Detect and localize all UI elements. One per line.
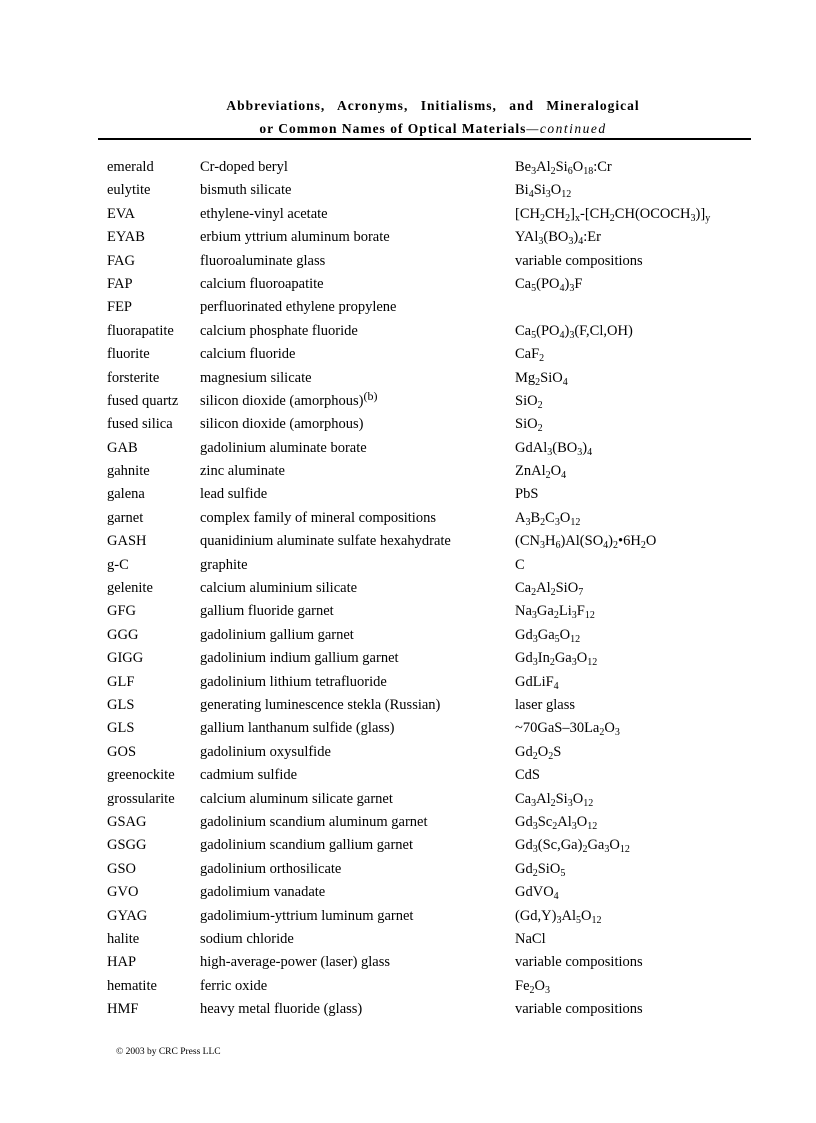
formula-cell: $GdAl_3(BO_3)_4$ (515, 439, 593, 458)
table-row (0, 883, 816, 906)
material-name-text: gadolinium scandium gallium garnet (200, 837, 414, 854)
table-row (0, 649, 816, 672)
table-row (0, 252, 816, 275)
material-name-text: gadolinium scandium aluminum garnet (200, 813, 428, 830)
table-row (0, 579, 816, 602)
abbreviation-cell: GSGG (107, 837, 147, 854)
formula-cell: $Mg_2SiO_4$ (515, 369, 568, 388)
material-name-cell (200, 322, 358, 340)
abbreviation-cell: GLS (107, 720, 135, 737)
material-name-cell (200, 907, 413, 925)
formula-cell: variable compositions (515, 252, 643, 269)
abbreviation-cell: HMF (107, 1001, 139, 1018)
copyright-footer: © 2003 by CRC Press LLC (116, 1047, 221, 1057)
material-name-cell (200, 766, 297, 784)
abbreviation-cell: fused quartz (107, 392, 179, 409)
formula-cell: CaF$_2$ (515, 346, 545, 365)
formula-cell: $Gd_3Ga_5O_{12}$ (515, 626, 581, 645)
material-name-cell (200, 860, 341, 878)
material-name-text: gadolinium lithium tetrafluoride (200, 673, 387, 690)
abbreviation-cell: FAG (107, 252, 135, 269)
abbreviation-cell: GIGG (107, 650, 144, 667)
formula-cell: $Ca_5(PO_4)_3(F,Cl,OH)$ (515, 322, 633, 341)
material-name-cell (200, 1000, 362, 1018)
table-row (0, 602, 816, 625)
abbreviation-cell: gelenite (107, 580, 153, 597)
header-rule (98, 138, 751, 140)
table-row (0, 462, 816, 485)
table-row (0, 322, 816, 345)
material-name-text: heavy metal fluoride (glass) (200, 1001, 363, 1018)
formula-cell: $Be_3Al_2Si_6O_{18}:Cr$ (515, 159, 612, 177)
material-name-cell (200, 977, 267, 995)
table-row (0, 696, 816, 719)
table-row (0, 345, 816, 368)
continued-label: —continued (526, 121, 607, 136)
formula-cell: GdLiF$_4$ (515, 673, 559, 692)
abbreviation-cell: galena (107, 486, 145, 503)
material-name-cell (200, 696, 440, 714)
material-name-text: gallium lanthanum sulfide (glass) (200, 720, 395, 737)
formula-cell: $Gd_3Sc_2Al_3O_{12}$ (515, 813, 598, 832)
material-name-text: lead sulfide (200, 486, 268, 503)
formula-cell: $ZnAl_2O_4$ (515, 463, 567, 482)
table-row (0, 953, 816, 976)
table-row (0, 673, 816, 696)
materials-table (0, 158, 816, 1023)
table-row (0, 415, 816, 438)
abbreviation-cell: EVA (107, 205, 135, 222)
table-row (0, 158, 816, 181)
formula-cell: $Fe_2O_3$ (515, 977, 550, 996)
table-row (0, 509, 816, 532)
abbreviation-cell: GLS (107, 696, 135, 713)
material-name-text: perfluorinated ethylene propylene (200, 299, 397, 316)
abbreviation-cell: GFG (107, 603, 137, 620)
table-row (0, 556, 816, 579)
formula-cell: SiO$_2$ (515, 416, 543, 435)
table-row (0, 930, 816, 953)
material-name-text: calcium phosphate fluoride (200, 322, 358, 339)
formula-cell: variable compositions (515, 1001, 643, 1018)
material-name-text: gadolimium vanadate (200, 884, 326, 901)
table-row (0, 977, 816, 1000)
table-row (0, 719, 816, 742)
abbreviation-cell: forsterite (107, 369, 160, 386)
table-row (0, 485, 816, 508)
formula-cell: SiO$_2$ (515, 392, 543, 411)
formula-cell: CdS (515, 767, 540, 784)
material-name-cell (200, 673, 387, 691)
material-name-text: calcium aluminum silicate garnet (200, 790, 393, 807)
material-name-cell (200, 205, 328, 223)
material-name-text: bismuth silicate (200, 182, 292, 199)
table-row (0, 369, 816, 392)
abbreviation-cell: fluorapatite (107, 322, 174, 339)
material-name-cell (200, 719, 395, 737)
table-row (0, 860, 816, 883)
formula-cell: $(CN_3H_6)Al(SO_4)_2•6H_2O$ (515, 533, 657, 552)
material-name-cell (200, 790, 393, 808)
abbreviation-cell: GGG (107, 626, 139, 643)
material-name-text: magnesium silicate (200, 369, 312, 386)
material-name-cell (200, 439, 367, 457)
material-name-text: graphite (200, 556, 248, 573)
title-line2-main: or Common Names of Optical Materials (259, 121, 527, 136)
abbreviation-cell: g-C (107, 556, 129, 573)
material-name-text: erbium yttrium aluminum borate (200, 229, 390, 246)
abbreviation-cell: fused silica (107, 416, 173, 433)
formula-cell: PbS (515, 486, 539, 503)
table-row (0, 1000, 816, 1023)
formula-cell: $Gd_3(Sc,Ga)_2Ga_3O_{12}$ (515, 837, 630, 856)
table-row (0, 813, 816, 836)
material-name-cell (200, 556, 248, 574)
abbreviation-cell: fluorite (107, 346, 150, 363)
abbreviation-cell: eulytite (107, 182, 151, 199)
material-name-text: generating luminescence stekla (Russian) (200, 696, 441, 713)
material-name-cell (200, 485, 267, 503)
abbreviation-cell: garnet (107, 509, 144, 526)
material-name-text: gadolinium orthosilicate (200, 860, 342, 877)
abbreviation-cell: FAP (107, 275, 133, 292)
formula-cell: $Ca_5(PO_4)_3F$ (515, 275, 583, 294)
formula-cell: $Ca_3Al_2Si_3O_{12}$ (515, 790, 594, 809)
abbreviation-cell: emerald (107, 159, 154, 175)
material-name-cell (200, 158, 288, 176)
table-row (0, 790, 816, 813)
table-row (0, 766, 816, 789)
abbreviation-cell: GSO (107, 860, 137, 877)
material-name-cell (200, 345, 295, 363)
abbreviation-cell: grossularite (107, 790, 175, 807)
formula-cell: $[CH_2CH_2]_x-[CH_2CH(OCOCH_3)]_y$ (515, 205, 711, 224)
material-name-cell (200, 649, 399, 667)
abbreviation-cell: greenockite (107, 767, 175, 784)
material-name-cell (200, 388, 378, 410)
table-row (0, 228, 816, 251)
material-name-text: complex family of mineral compositions (200, 509, 436, 526)
material-name-text: gadolinium gallium garnet (200, 626, 354, 643)
material-name-text: quanidinium aluminate sulfate hexahydrate (200, 533, 451, 550)
material-name-cell (200, 532, 451, 550)
formula-cell: $Gd_3In_2Ga_3O_{12}$ (515, 650, 598, 669)
table-row (0, 439, 816, 462)
table-row (0, 532, 816, 555)
material-name-text: calcium fluoroapatite (200, 275, 324, 292)
abbreviation-cell: halite (107, 930, 140, 947)
table-row (0, 626, 816, 649)
material-name-cell (200, 415, 364, 433)
formula-cell: $Bi_4Si_3O_{12}$ (515, 182, 572, 201)
material-name-text: gadolinium indium gallium garnet (200, 650, 399, 667)
formula-cell: $Ca_2Al_2SiO_7$ (515, 580, 584, 599)
abbreviation-cell: hematite (107, 977, 157, 994)
formula-cell: GdVO$_4$ (515, 884, 559, 903)
material-name-cell (200, 252, 325, 270)
material-name-text: high-average-power (laser) glass (200, 954, 391, 971)
formula-cell: $Gd_2SiO_5$ (515, 860, 566, 879)
material-name-text: gallium fluoride garnet (200, 603, 334, 620)
table-row (0, 743, 816, 766)
formula-cell: laser glass (515, 696, 575, 713)
material-name-text: cadmium sulfide (200, 767, 298, 784)
page-title-continued (0, 121, 816, 137)
formula-cell: $Gd_2O_2S$ (515, 743, 562, 762)
material-name-text: silicon dioxide (amorphous) (200, 392, 364, 409)
material-name-cell (200, 181, 291, 199)
abbreviation-cell: GAB (107, 439, 138, 456)
abbreviation-cell: GSAG (107, 813, 147, 830)
material-name-text: calcium aluminium silicate (200, 580, 358, 597)
material-name-cell (200, 602, 334, 620)
formula-cell: $A_3B_2C_3O_{12}$ (515, 509, 581, 528)
abbreviation-cell: GLF (107, 673, 135, 690)
abbreviation-cell: EYAB (107, 229, 145, 246)
material-name-cell (200, 813, 428, 831)
material-name-text: ferric oxide (200, 977, 268, 994)
material-name-text: silicon dioxide (amorphous) (200, 416, 364, 433)
material-name-cell (200, 579, 357, 597)
abbreviation-cell: GASH (107, 533, 147, 550)
formula-cell: C (515, 556, 525, 573)
material-name-cell (200, 228, 390, 246)
table-row (0, 907, 816, 930)
abbreviation-cell: HAP (107, 954, 137, 971)
abbreviation-cell: GOS (107, 743, 137, 760)
material-name-cell (200, 953, 390, 971)
material-name-cell (200, 462, 285, 480)
abbreviation-cell: GYAG (107, 907, 148, 924)
formula-cell: $Na_3Ga_2Li_3F_{12}$ (515, 603, 595, 622)
material-name-cell (200, 836, 413, 854)
material-name-cell (200, 275, 324, 293)
material-name-text: zinc aluminate (200, 463, 285, 480)
formula-cell: $\sim 70GaS-30La_2O_3$ (515, 720, 620, 739)
material-name-text: gadolimium-yttrium luminum garnet (200, 907, 414, 924)
material-name-cell (200, 883, 325, 901)
material-name-text: fluoroaluminate glass (200, 252, 326, 269)
material-name-cell (200, 298, 396, 316)
material-name-text: sodium chloride (200, 930, 294, 947)
table-row (0, 836, 816, 859)
material-name-text: gadolinium aluminate borate (200, 439, 367, 456)
page-title: Abbreviations, Acronyms, Initialisms, and Mineralogical (226, 98, 640, 113)
material-name-cell (200, 743, 331, 761)
abbreviation-cell: GVO (107, 884, 139, 901)
abbreviation-cell: gahnite (107, 463, 150, 480)
material-name-cell (200, 626, 354, 644)
table-row (0, 205, 816, 228)
table-row (0, 298, 816, 321)
formula-cell: variable compositions (515, 954, 643, 971)
material-name-cell (200, 509, 436, 527)
formula-cell: $YAl_3(BO_3)_4:Er$ (515, 229, 601, 248)
material-name-text: Cr-doped beryl (200, 159, 288, 175)
table-row (0, 388, 816, 415)
footnote-marker: (b) (363, 388, 378, 403)
formula-cell: $(Gd,Y)_3Al_5O_{12}$ (515, 907, 602, 926)
table-row (0, 181, 816, 204)
material-name-text: calcium fluoride (200, 346, 296, 363)
material-name-text: ethylene-vinyl acetate (200, 205, 328, 222)
abbreviation-cell: FEP (107, 299, 132, 316)
material-name-text: gadolinium oxysulfide (200, 743, 331, 760)
material-name-cell (200, 369, 312, 387)
table-row (0, 275, 816, 298)
formula-cell: NaCl (515, 930, 546, 947)
material-name-cell (200, 930, 294, 948)
